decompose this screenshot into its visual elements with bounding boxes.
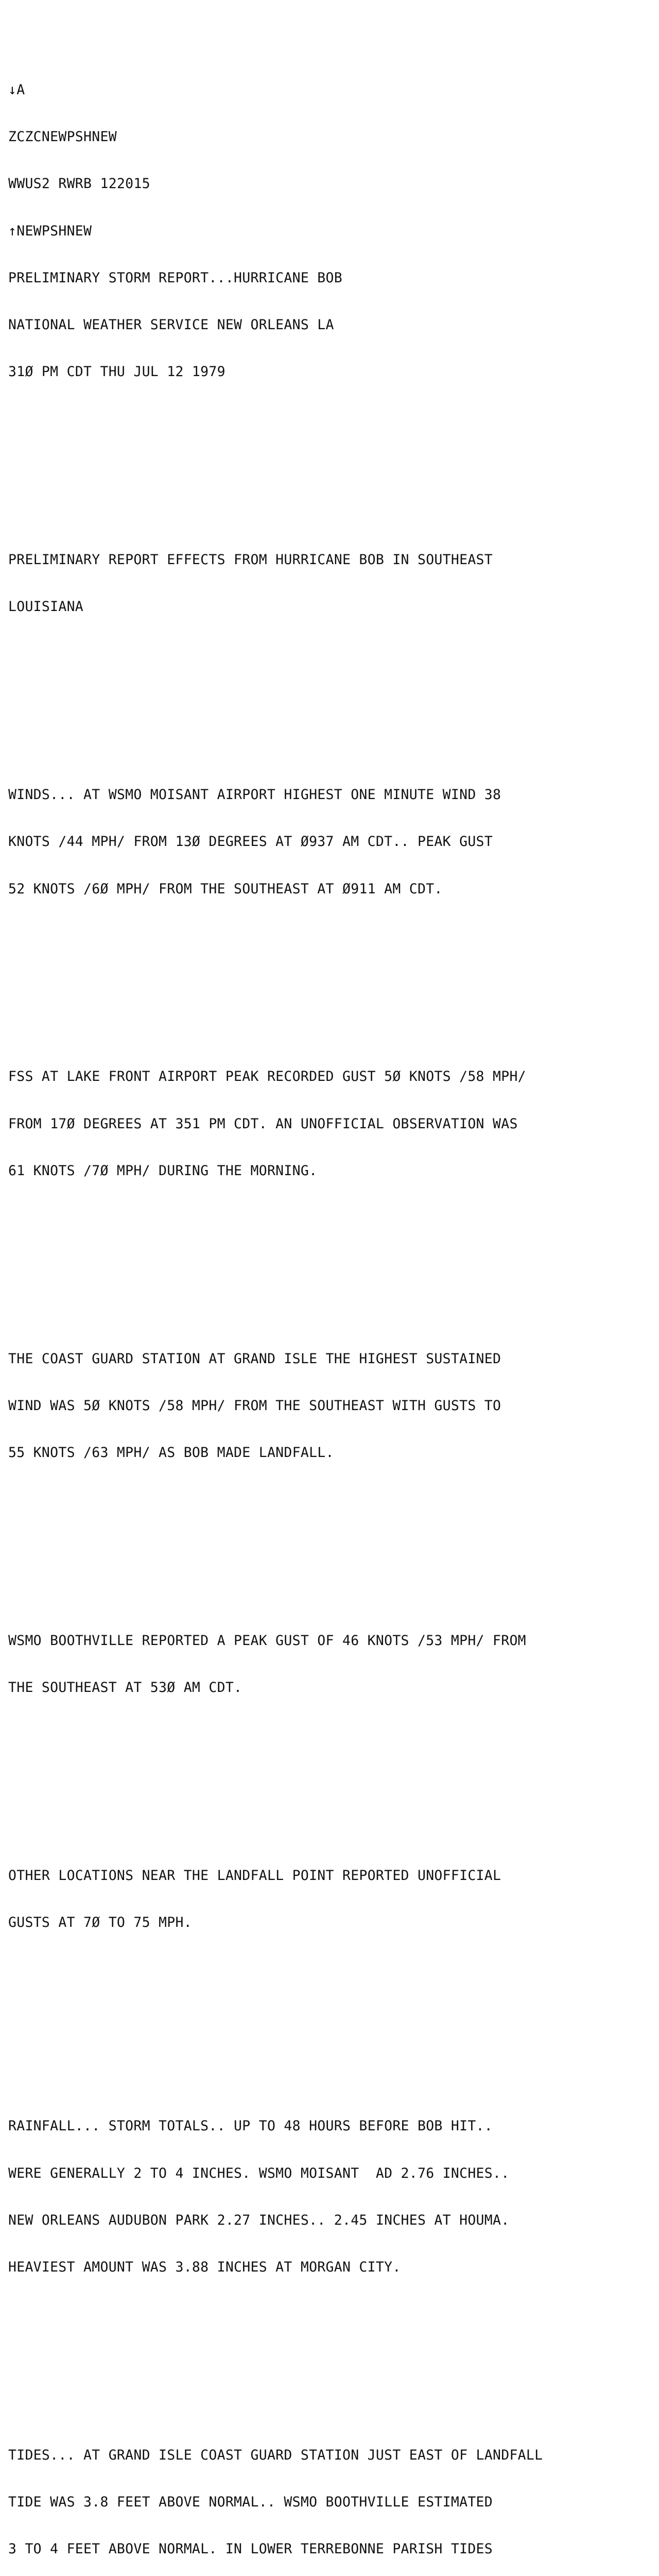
storm-report-text [8,4,639,2576]
rainfall-line: HEAVIEST AMOUNT WAS 3.88 INCHES AT MORGAN CITY. [8,2259,401,2275]
other-locations-paragraph [8,1837,639,1962]
issuing-office: NATIONAL WEATHER SERVICE NEW ORLEANS LA [8,317,334,333]
coast-guard-line: WIND WAS 5Ø KNOTS /58 MPH/ FROM THE SOUTHEAST WITH GUSTS TO [8,1397,501,1414]
blank-line [8,459,639,474]
header-line: WWUS2 RWRB 122015 [8,176,150,192]
tides-line: TIDES... AT GRAND ISLE COAST GUARD STATION JUST EAST OF LANDFALL [8,2447,543,2463]
blank-line [8,1539,639,1554]
blank-lines [8,2009,639,2041]
rainfall-line: WERE GENERALLY 2 TO 4 INCHES. WSMO MOISANT AD 2.76 INCHES.. [8,2165,510,2181]
coast-guard-line: 55 KNOTS /63 MPH/ AS BOB MADE LANDFALL. [8,1445,334,1461]
header-line: ZCZCNEWPSHNEW [8,129,117,145]
other-locations-line: OTHER LOCATIONS NEAR THE LANDFALL POINT REPORTED UNOFFICIAL [8,1867,501,1884]
tides-paragraph [8,2416,639,2576]
blank-line [8,1774,639,1790]
header-line: ↓A [8,82,25,98]
winds-line: KNOTS /44 MPH/ FROM 13Ø DEGREES AT Ø937 AM CDT.. PEAK GUST [8,834,493,850]
fss-line: FROM 17Ø DEGREES AT 351 PM CDT. AN UNOFFICIAL OBSERVATION WAS [8,1115,518,1132]
boothville-line: THE SOUTHEAST AT 53Ø AM CDT. [8,1680,242,1696]
winds-line: WINDS... AT WSMO MOISANT AIRPORT HIGHEST ONE MINUTE WIND 38 [8,787,501,803]
boothville-line: WSMO BOOTHVILLE REPORTED A PEAK GUST OF 46 KNOTS /53 MPH/ FROM [8,1632,526,1649]
message-header [8,51,639,411]
boothville-paragraph [8,1602,639,1727]
rainfall-line: RAINFALL... STORM TOTALS.. UP TO 48 HOURS BEFORE BOB HIT.. [8,2118,493,2134]
rainfall-line: NEW ORLEANS AUDUBON PARK 2.27 INCHES.. 2.45 INCHES AT HOUMA. [8,2212,510,2228]
blank-line [8,2353,639,2369]
header-line: ↑NEWPSHNEW [8,223,92,239]
coast-guard-paragraph [8,1320,639,1492]
blank-line [8,975,639,991]
coast-guard-line: THE COAST GUARD STATION AT GRAND ISLE THE HIGHEST SUSTAINED [8,1350,501,1367]
winds-line: 52 KNOTS /6Ø MPH/ FROM THE SOUTHEAST AT Ø911 AM CDT. [8,880,443,897]
tides-line: TIDE WAS 3.8 FEET ABOVE NORMAL.. WSMO BOOTHVILLE ESTIMATED [8,2494,493,2511]
blank-line [8,1257,639,1273]
winds-paragraph [8,756,639,928]
other-locations-line: GUSTS AT 7Ø TO 75 MPH. [8,1914,192,1931]
tides-line: 3 TO 4 FEET ABOVE NORMAL. IN LOWER TERREBONNE PARISH TIDES [8,2541,493,2557]
blank-line [8,693,639,709]
fss-line: 61 KNOTS /7Ø MPH/ DURING THE MORNING. [8,1162,318,1179]
intro-paragraph [8,521,639,646]
issue-time: 31Ø PM CDT THU JUL 12 1979 [8,364,226,380]
fss-line: FSS AT LAKE FRONT AIRPORT PEAK RECORDED GUST 5Ø KNOTS /58 MPH/ [8,1069,526,1085]
intro-line: LOUISIANA [8,599,84,615]
report-title: PRELIMINARY STORM REPORT...HURRICANE BOB [8,269,342,286]
intro-line: PRELIMINARY REPORT EFFECTS FROM HURRICANE BOB IN SOUTHEAST [8,552,493,568]
fss-paragraph [8,1038,639,1210]
rainfall-paragraph [8,2088,639,2307]
